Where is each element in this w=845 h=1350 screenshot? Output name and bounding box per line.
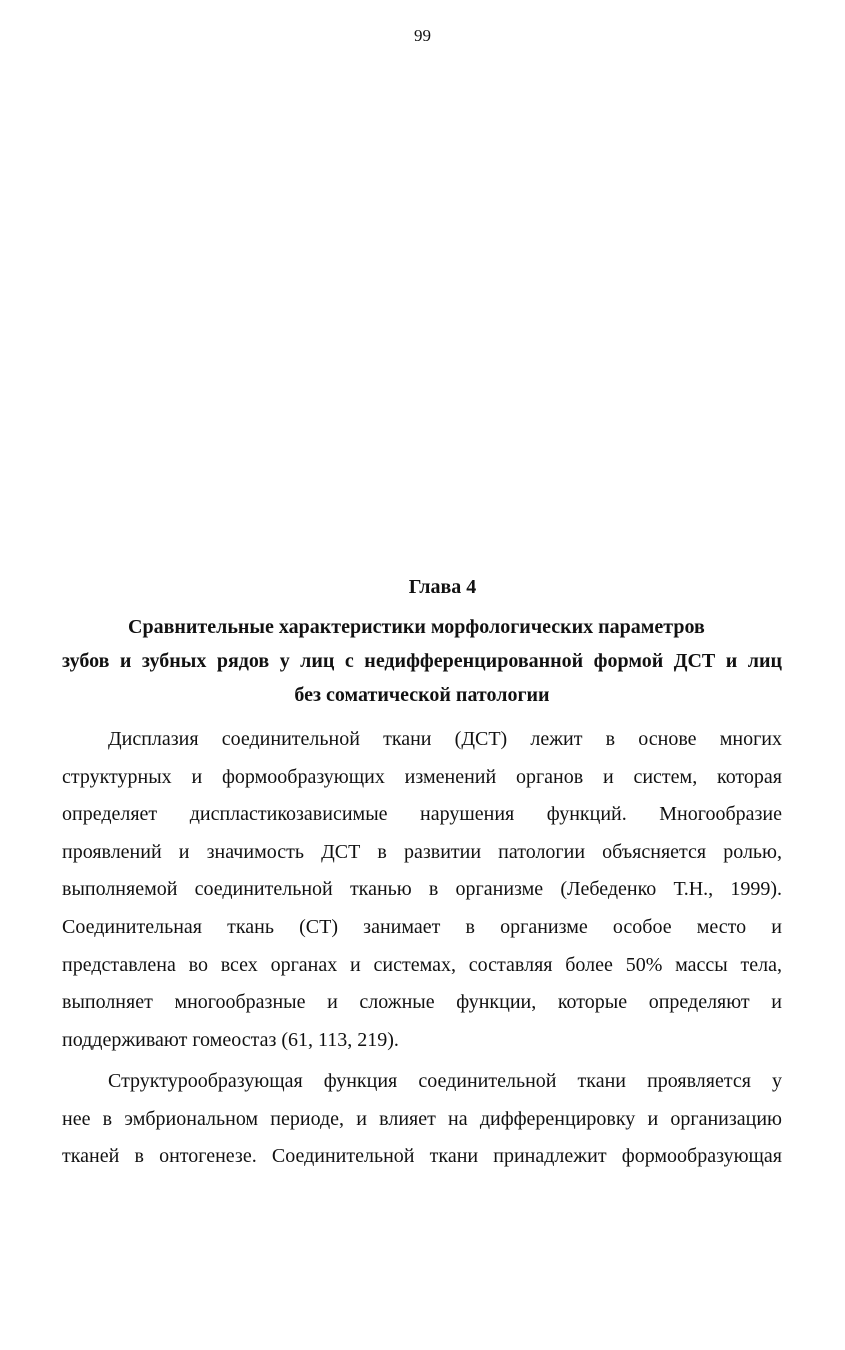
text-line: представлена во всех органах и системах, составляя более 50% массы тела, <box>62 953 782 976</box>
chapter-label: Глава 4 <box>408 576 477 598</box>
text-line: Соединительная ткань (СТ) занимает в организме особое место и <box>62 915 782 938</box>
paragraph-1 <box>62 721 782 1059</box>
text-line: структурных и формообразующих изменений органов и систем, которая <box>62 765 782 788</box>
chapter-title-line: без соматической патологии <box>294 684 550 706</box>
text-line: поддерживают гомеостаз (61, 113, 219). <box>62 1028 399 1051</box>
text-line: тканей в онтогенезе. Соединительной ткани принадлежит формообразующая <box>62 1145 782 1168</box>
text-line: проявлений и значимость ДСТ в развитии патологии объясняется ролью, <box>62 840 782 863</box>
chapter-title-line: Сравнительные характеристики морфологических параметров <box>128 616 705 638</box>
text-line: выполняемой соединительной тканью в организме (Лебеденко Т.Н., 1999). <box>62 878 782 901</box>
text-line: Структурообразующая функция соединительной ткани проявляется у <box>108 1070 782 1092</box>
chapter-title <box>62 610 782 712</box>
page-number: 99 <box>414 26 431 45</box>
text-line: определяет диспластикозависимые нарушения функций. Многообразие <box>62 803 782 826</box>
text-line: Дисплазия соединительной ткани (ДСТ) лежит в основе многих <box>108 728 782 750</box>
text-line: выполняет многообразные и сложные функции, которые определяют и <box>62 991 782 1014</box>
paragraph-2 <box>62 1063 782 1176</box>
chapter-title-line: зубов и зубных рядов у лиц с недифференцированной формой ДСТ и лиц <box>62 650 782 672</box>
text-line: нее в эмбриональном периоде, и влияет на дифференцировку и организацию <box>62 1107 782 1130</box>
